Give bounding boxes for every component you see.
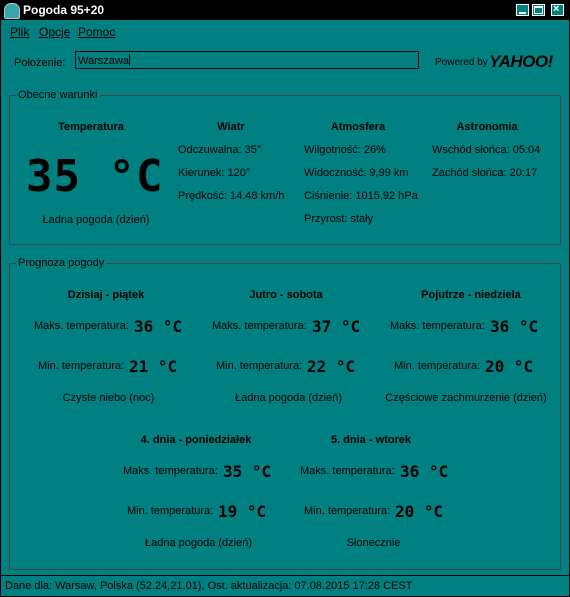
atmosphere-header: Atmosfera [330, 121, 386, 133]
minimize-icon [519, 12, 526, 14]
astronomy-sunrise: Wschód słońca: 05:04 [432, 144, 541, 156]
forecast-day-1-max-label: Maks. temperatura: [34, 320, 129, 332]
forecast-day-5-max-label: Maks. temperatura: [300, 465, 395, 477]
forecast-day-3-min: 20 °C [485, 357, 534, 376]
forecast-day-5-description: Słonecznie [346, 537, 401, 549]
forecast-day-2-max: 37 °C [312, 317, 361, 336]
app-icon[interactable] [4, 3, 20, 19]
status-text: Dane dla: Warsaw, Polska (52.24,21.01), Ost. aktualizacja: 07.08.2015 17:28 CEST [5, 580, 413, 592]
wind-feels-like: Odczuwalna: 35° [178, 144, 262, 156]
menu-options[interactable]: Opcje [39, 25, 71, 39]
forecast-day-1-min: 21 °C [129, 357, 178, 376]
forecast-day-4-max-label: Maks. temperatura: [123, 465, 218, 477]
wind-direction: Kierunek: 120° [178, 167, 251, 179]
maximize-icon [534, 6, 543, 14]
location-input[interactable] [75, 51, 419, 69]
minimize-button[interactable] [516, 4, 529, 16]
forecast-day-5-max: 36 °C [400, 462, 449, 481]
temperature-header: Temperatura [58, 121, 124, 133]
close-button[interactable] [551, 4, 564, 16]
menu-bar [1, 23, 569, 41]
window-title: Pogoda 95+20 [23, 3, 105, 17]
forecast-day-3-title: Pojutrze - niedziela [421, 289, 521, 301]
title-bar[interactable] [1, 1, 569, 20]
location-label: Położenie: [14, 57, 66, 69]
forecast-day-1-min-label: Min. temperatura: [38, 360, 125, 372]
astronomy-header: Astronomia [456, 121, 518, 133]
current-description: Ładna pogoda (dzień) [42, 214, 150, 226]
forecast-day-5-min-label: Min. temperatura: [304, 505, 391, 517]
forecast-day-5-title: 5. dnia - wtorek [330, 434, 412, 446]
forecast-day-4-min-label: Min. temperatura: [127, 505, 214, 517]
forecast-day-2-description: Ładna pogoda (dzień) [234, 392, 343, 404]
forecast-day-1-max: 36 °C [134, 317, 183, 336]
astronomy-sunset: Zachód słońca: 20:17 [432, 167, 538, 179]
forecast-title: Prognoza pogody [18, 257, 105, 269]
current-temperature: 35 °C [26, 151, 164, 202]
forecast-day-2-max-label: Maks. temperatura: [212, 320, 307, 332]
forecast-day-3-description: Częściowe zachmurzenie (dzień) [385, 392, 547, 404]
forecast-day-5-min: 20 °C [395, 502, 444, 521]
forecast-day-4-title: 4. dnia - poniedziałek [140, 434, 252, 446]
forecast-day-2-min-label: Min. temperatura: [216, 360, 303, 372]
menu-help[interactable]: Pomoc [78, 25, 116, 39]
forecast-day-3-max-label: Maks. temperatura: [390, 320, 485, 332]
atmosphere-trend: Przyrost: stały [304, 213, 374, 225]
atmosphere-visibility: Widoczność: 9,99 km [304, 167, 409, 179]
menu-file[interactable]: Plik [10, 25, 30, 39]
atmosphere-pressure: Ciśnienie: 1015,92 hPa [304, 190, 418, 202]
yahoo-logo[interactable]: YAHOO! [489, 52, 553, 71]
maximize-button[interactable] [532, 4, 545, 16]
forecast-day-2-min: 22 °C [307, 357, 356, 376]
wind-header: Wiatr [217, 121, 245, 133]
forecast-day-3-max: 36 °C [490, 317, 539, 336]
forecast-day-4-description: Ładna pogoda (dzień) [144, 537, 253, 549]
forecast-day-4-max: 35 °C [223, 462, 272, 481]
location-value: Warszawa [78, 55, 129, 67]
atmosphere-humidity: Wilgotność: 26% [304, 144, 386, 156]
wind-speed: Prędkość: 14.48 km/h [178, 190, 285, 202]
forecast-day-1-title: Dzisiaj - piątek [67, 289, 145, 301]
forecast-day-4-min: 19 °C [218, 502, 267, 521]
close-icon: × [553, 3, 560, 15]
forecast-day-3-min-label: Min. temperatura: [394, 360, 481, 372]
current-conditions-title: Obecne warunki [18, 89, 98, 101]
forecast-day-1-description: Czyste niebo (noc) [62, 392, 155, 404]
text-caret [129, 54, 130, 66]
forecast-group [9, 257, 561, 570]
forecast-day-2-title: Jutro - sobota [249, 289, 323, 301]
status-bar [1, 575, 569, 597]
powered-by-label: Powered by [435, 57, 488, 68]
